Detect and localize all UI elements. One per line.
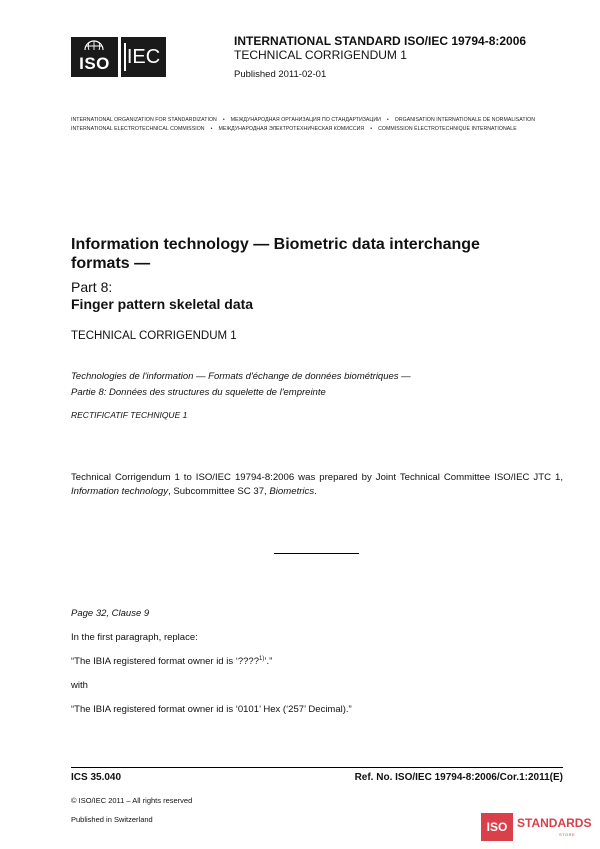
part-name: Finger pattern skeletal data [71,296,254,312]
iec-logo [121,37,166,77]
intro-text-c: , Subcommittee SC 37, [168,486,270,497]
org-iso-fr: ORGANISATION INTERNATIONALE DE NORMALISATION [394,117,536,123]
watermark-word: STANDARDS [517,816,592,830]
french-part: Partie 8: Données des structures du squelette de l'empreinte [71,387,326,398]
published-date: Published 2011-02-01 [234,69,327,80]
reference-number: Ref. No. ISO/IEC 19794-8:2006/Cor.1:2011(E) [354,772,563,783]
globe-icon [84,40,104,51]
new-text: “The IBIA registered format owner id is ‘0101’ Hex (‘257’ Decimal).” [71,704,352,715]
footnote-ref: 1) [258,656,265,662]
intro-paragraph [71,471,563,499]
french-corrigendum: RECTIFICATIF TECHNIQUE 1 [71,410,188,420]
separator-rule [274,553,359,554]
document-title: Information technology — Biometric data interchange formats — [71,236,480,272]
copyright: © ISO/IEC 2011 – All rights reserved [71,796,193,805]
org-iso-en: INTERNATIONAL ORGANIZATION FOR STANDARDIZATION [71,117,217,123]
old-text-main: “The IBIA registered format owner id is ‘???? [71,656,259,668]
org-line-2: INTERNATIONAL ELECTROTECHNICAL COMMISSION • МЕЖДУНАРОДНАЯ ЭЛЕКТРОТЕХНИЧЕСКАЯ КОМИССИЯ • COMMISSION ÉLECTROTECHNIQUE INTERNATIONALE [71,126,517,132]
iso-logo-text: ISO [79,54,110,73]
watermark-box: ISO [481,813,513,841]
org-iec-ru: МЕЖДУНАРОДНАЯ ЭЛЕКТРОТЕХНИЧЕСКАЯ КОМИССИЯ [218,126,365,132]
change-location: Page 32, Clause 9 [71,608,150,619]
org-iso-ru: МЕЖДУНАРОДНАЯ ОРГАНИЗАЦИЯ ПО СТАНДАРТИЗАЦИИ [230,117,381,123]
standards-store-watermark [481,813,593,841]
intro-subcommittee-name: Biometrics [269,486,315,497]
published-in: Published in Switzerland [71,815,153,824]
org-line-1: INTERNATIONAL ORGANIZATION FOR STANDARDIZATION • МЕЖДУНАРОДНАЯ ОРГАНИЗАЦИЯ ПО СТАНДАРТИЗАЦИИ • ORGANISATION INTERNATIONALE DE NORMALISATION [71,117,536,123]
intro-text-a: Technical Corrigendum 1 to ISO/IEC 19794-8:2006 was prepared by Joint Technical Committee ISO/IEC JTC 1, [71,472,563,483]
with-label: with [71,680,88,691]
standard-title: INTERNATIONAL STANDARD ISO/IEC 19794-8:2006 [234,34,527,48]
old-text-end: ’.” [264,656,273,668]
org-iec-fr: COMMISSION ÉLECTROTECHNIQUE INTERNATIONALE [378,126,517,132]
org-iec-en: INTERNATIONAL ELECTROTECHNICAL COMMISSION [71,126,205,132]
footer-rule [71,767,563,768]
ics-code: ICS 35.040 [71,772,122,783]
intro-text-e: . [314,486,317,497]
iec-logo-text: IEC [126,46,161,68]
old-text [71,656,272,667]
part-number: Part 8: [71,279,113,295]
corrigendum-label: TECHNICAL CORRIGENDUM 1 [234,48,407,62]
watermark-store: STORE [559,832,576,837]
change-instruction: In the first paragraph, replace: [71,632,198,643]
french-title: Technologies de l'information — Formats d'échange de données biométriques — [71,371,411,382]
iso-logo [71,37,118,77]
corrigendum-heading: TECHNICAL CORRIGENDUM 1 [71,330,237,342]
intro-committee-name: Information technology [71,486,169,497]
